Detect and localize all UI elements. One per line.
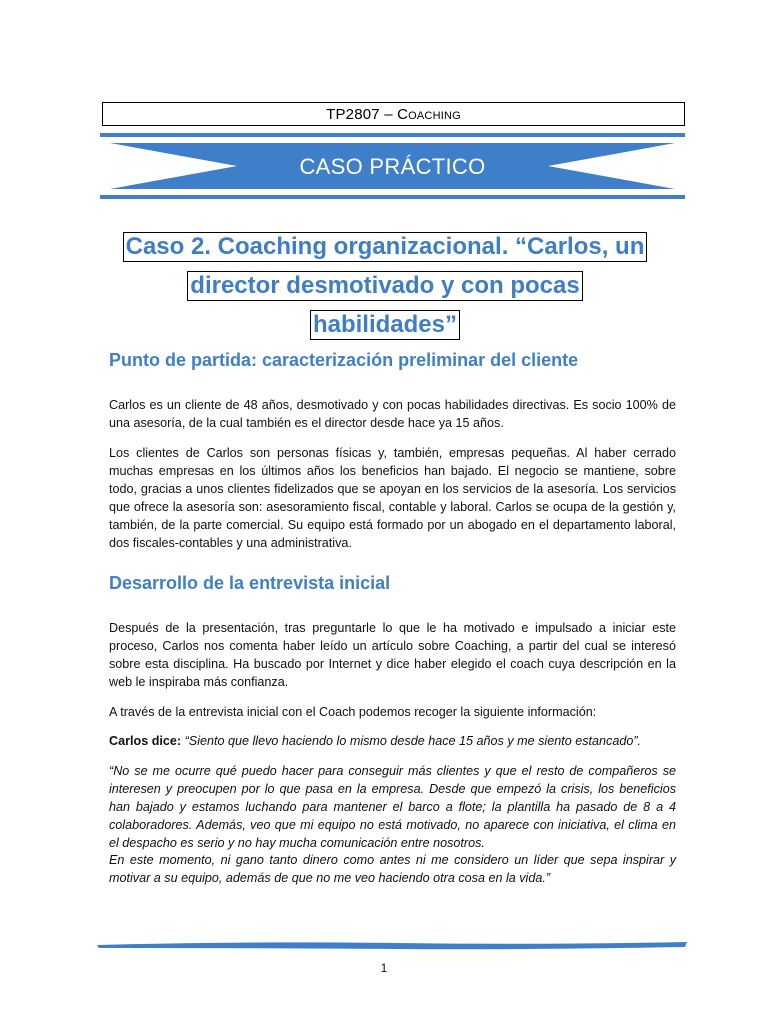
course-label: TP2807 – Coaching xyxy=(326,106,461,123)
case-title-line-3: habilidades” xyxy=(310,310,460,340)
case-title-line-2: director desmotivado y con pocas xyxy=(187,271,582,301)
footer-brush-rule xyxy=(97,938,687,954)
speaker-label: Carlos dice: xyxy=(109,734,182,748)
case-title-line-1: Caso 2. Coaching organizacional. “Carlos, un xyxy=(123,232,648,262)
title-banner xyxy=(100,133,685,199)
quote-stagnation: “Siento que llevo haciendo lo mismo desde hace 15 años y me siento estancado”. xyxy=(184,734,642,748)
banner-title: CASO PRÁCTICO xyxy=(299,154,486,179)
paragraph-client-profile: Carlos es un cliente de 48 años, desmotivado y con pocas habilidades directivas. Es socio 100% de una asesoría, de la cual también es el director desde hace ya 15 años. xyxy=(109,398,676,430)
paragraph-client-business: Los clientes de Carlos son personas físicas y, también, empresas pequeñas. Al haber cerrado muchas empresas en los últimos años los beneficios han bajado. El negocio se mantiene, sobre todo, gracias a unos clientes fidelizados que se apoyan en los servicios de la asesoría. Los servicios que ofrece la asesoría son: asesoramiento fiscal, contable y laboral. Carlos se ocupa de la gestión y, también, de la parte comercial. Su equipo está formado por un abogado en el departamento laboral, dos fiscales-contables y una administrativa. xyxy=(109,446,676,550)
quote-leadership: En este momento, ni gano tanto dinero como antes ni me considero un líder que sepa inspirar y motivar a su equipo, además de que no me veo haciendo otra cosa en la vida.” xyxy=(109,853,676,885)
section-heading-starting-point: Punto de partida: caracterización preliminar del cliente xyxy=(109,350,579,370)
course-header-box xyxy=(102,102,685,126)
case-title xyxy=(100,229,670,346)
paragraph-interview-intro: Después de la presentación, tras preguntarle lo que le ha motivado e impulsado a iniciar este proceso, Carlos nos comenta haber leído un artículo sobre Coaching, a partir del cual se interesó sobre esta disciplina. Ha buscado por Internet y dice haber elegido el coach cuya descripción en la web le inspiraba más confianza. xyxy=(109,621,676,689)
page-number: 1 xyxy=(380,961,388,975)
section-heading-interview: Desarrollo de la entrevista inicial xyxy=(109,573,391,593)
quote-team-situation: “No se me ocurre qué puedo hacer para conseguir más clientes y que el resto de compañeros se interesen y preocupen por lo que pasa en la empresa. Desde que empezó la crisis, los beneficios han bajado y estamos luchando para mantener el barco a flote; la plantilla ha pasado de 8 a 4 colaboradores. Además, veo que mi equipo no está motivado, no aparece con iniciativa, el clima en el despacho es serio y no hay mucha comunicación entre nosotros. xyxy=(109,764,676,850)
paragraph-interview-info: A través de la entrevista inicial con el Coach podemos recoger la siguiente información: xyxy=(109,705,597,719)
paragraph-carlos-says xyxy=(109,732,676,750)
